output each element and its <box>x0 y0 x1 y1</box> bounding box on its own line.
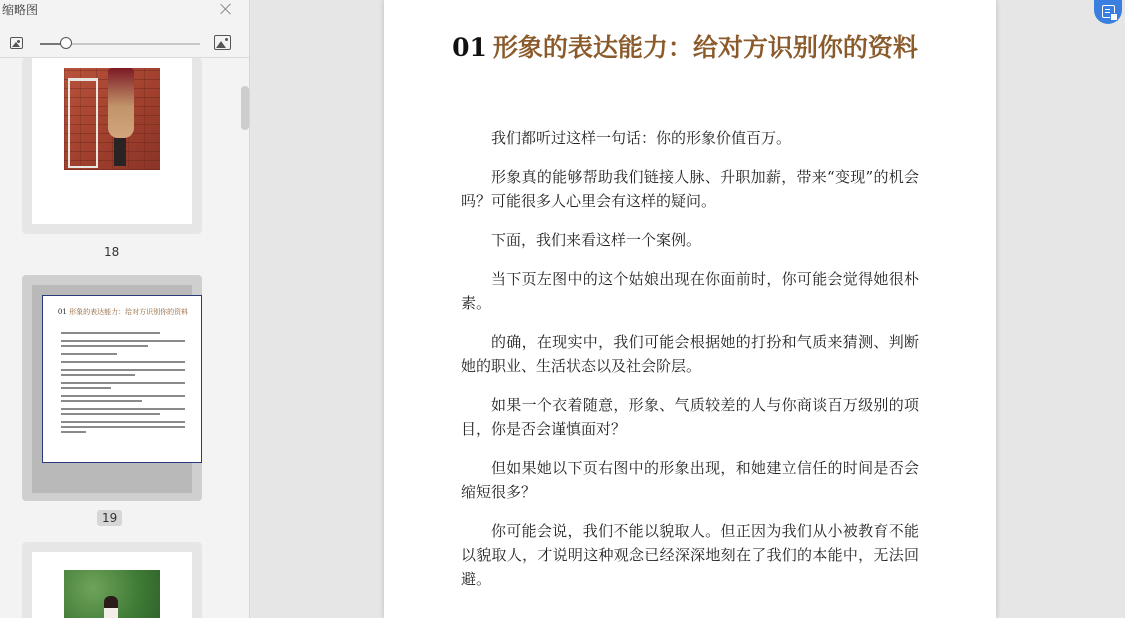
thumbnail-panel <box>0 0 250 618</box>
thumbnail-photo <box>64 570 160 618</box>
image-large-icon[interactable] <box>214 35 231 50</box>
thumbnail-panel-header <box>0 0 249 20</box>
thumbnail-title-text: 形象的表达能力：给对方识别你的资料 <box>69 308 189 316</box>
close-icon[interactable] <box>219 2 233 16</box>
ocr-extract-icon <box>1102 5 1115 18</box>
document-page <box>384 0 996 618</box>
paragraph: 但如果她以下页右图中的形象出现，和她建立信任的时间是否会缩短很多？ <box>461 459 919 501</box>
paragraph: 我们都听过这样一句话：你的形象价值百万。 <box>491 129 792 147</box>
page-number-label: 19 <box>97 510 122 526</box>
paragraph: 的确，在现实中，我们可能会根据她的打扮和气质来猜测、判断她的职业、生活状态以及社会阶层。 <box>461 333 919 375</box>
chapter-number: 01 <box>452 33 487 62</box>
thumbnail-page-19[interactable] <box>22 275 202 501</box>
thumbnail-title <box>57 308 189 317</box>
paragraph: 如果一个衣着随意，形象、气质较差的人与你商谈百万级别的项目，你是否会谨慎面对？ <box>461 396 919 438</box>
page-number-label: 18 <box>104 245 120 259</box>
thumbnail-text-page <box>42 295 202 463</box>
document-viewport[interactable] <box>251 0 1125 618</box>
chapter-title: 形象的表达能力：给对方识别你的资料 <box>492 33 918 62</box>
paragraph: 形象真的能够帮助我们链接人脉、升职加薪，带来“变现”的机会吗？可能很多人心里会有这样的疑问。 <box>461 168 919 210</box>
ocr-extract-button[interactable] <box>1094 0 1122 24</box>
thumbnail-page-18[interactable] <box>22 58 202 234</box>
thumbnail-zoom-toolbar <box>0 30 249 58</box>
panel-title: 缩略图 <box>2 3 39 17</box>
paragraph: 下面，我们来看这样一个案例。 <box>491 231 702 249</box>
thumbnail-photo <box>64 68 160 170</box>
thumbnail-page-20[interactable] <box>22 542 202 618</box>
paragraph: 你可能会说，我们不能以貌取人。但正因为我们从小被教育不能以貌取人，才说明这种观念已经深深地刻在了我们的本能中，无法回避。 <box>461 522 919 588</box>
thumbnail-title-number: 01 <box>57 308 67 316</box>
image-small-icon[interactable] <box>10 37 23 49</box>
paragraph: 当下页左图中的这个姑娘出现在你面前时，你可能会觉得她很朴素。 <box>461 270 919 312</box>
thumbnail-text-lines <box>61 332 185 436</box>
thumbnail-page-preview <box>32 285 192 493</box>
thumbnail-page-preview <box>32 58 192 224</box>
page-title <box>444 32 926 63</box>
thumbnail-scrollbar[interactable] <box>241 86 249 130</box>
thumbnail-page-preview <box>32 552 192 618</box>
document-body <box>461 126 919 606</box>
zoom-slider-thumb[interactable] <box>60 37 72 49</box>
